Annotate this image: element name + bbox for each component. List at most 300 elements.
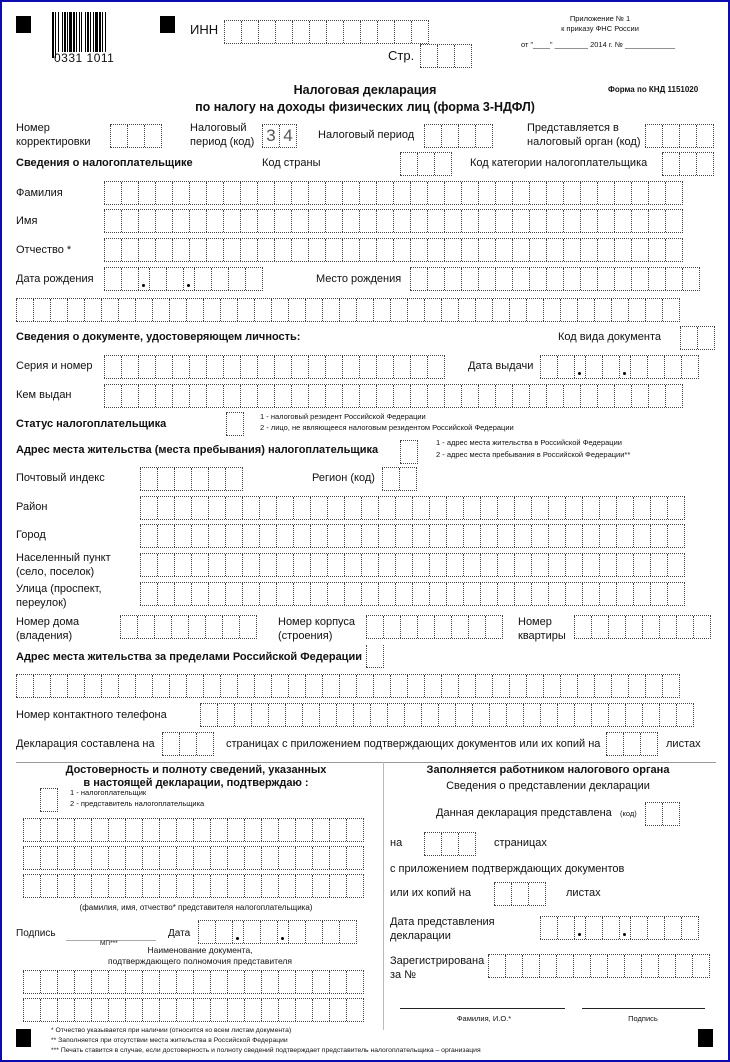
input-cell[interactable] [174, 554, 191, 576]
input-cell[interactable] [531, 525, 548, 547]
input-cell[interactable] [480, 525, 497, 547]
input-cell[interactable] [378, 554, 395, 576]
input-cell[interactable] [540, 917, 557, 939]
category-code-field[interactable] [662, 152, 714, 176]
input-cell[interactable] [667, 583, 684, 605]
input-cell[interactable] [614, 268, 631, 290]
input-cell[interactable] [329, 819, 346, 841]
input-cell[interactable] [254, 299, 271, 321]
input-cell[interactable] [546, 182, 563, 204]
input-cell[interactable] [174, 583, 191, 605]
input-cell[interactable] [378, 583, 395, 605]
input-cell[interactable] [373, 675, 390, 697]
input-cell[interactable] [152, 299, 169, 321]
input-cell[interactable] [189, 239, 206, 261]
input-cell[interactable] [647, 917, 664, 939]
input-cell[interactable] [495, 239, 512, 261]
input-cell[interactable] [322, 299, 339, 321]
input-cell[interactable] [393, 182, 410, 204]
street-field[interactable] [140, 582, 685, 606]
input-cell[interactable] [189, 210, 206, 232]
input-cell[interactable] [227, 971, 244, 993]
input-cell[interactable] [494, 883, 511, 905]
input-cell[interactable] [342, 182, 359, 204]
series-number-field[interactable] [104, 355, 445, 379]
input-cell[interactable] [394, 21, 411, 43]
input-cell[interactable] [400, 153, 417, 175]
input-cell[interactable] [393, 210, 410, 232]
input-cell[interactable] [424, 125, 441, 147]
input-cell[interactable] [360, 21, 377, 43]
input-cell[interactable] [104, 210, 121, 232]
input-cell[interactable] [681, 356, 698, 378]
input-cell[interactable] [261, 999, 278, 1021]
input-cell[interactable] [512, 268, 529, 290]
input-cell[interactable] [697, 327, 714, 349]
input-cell[interactable] [376, 239, 393, 261]
input-cell[interactable] [206, 210, 223, 232]
input-cell[interactable] [648, 385, 665, 407]
input-cell[interactable] [104, 356, 121, 378]
input-cell[interactable] [210, 971, 227, 993]
input-cell[interactable] [563, 385, 580, 407]
name-field[interactable] [104, 209, 683, 233]
input-cell[interactable] [665, 385, 682, 407]
input-cell[interactable] [458, 833, 475, 855]
submission-code-field[interactable] [645, 802, 680, 826]
input-cell[interactable] [489, 704, 506, 726]
input-cell[interactable] [344, 525, 361, 547]
input-cell[interactable] [664, 356, 681, 378]
input-cell[interactable] [189, 356, 206, 378]
input-cell[interactable] [312, 999, 329, 1021]
input-cell[interactable] [108, 847, 125, 869]
input-cell[interactable] [393, 356, 410, 378]
input-cell[interactable] [645, 125, 662, 147]
input-cell[interactable] [295, 875, 312, 897]
input-cell[interactable] [217, 704, 234, 726]
input-cell[interactable] [427, 182, 444, 204]
input-cell[interactable] [485, 616, 502, 638]
input-cell[interactable] [560, 675, 577, 697]
input-cell[interactable] [376, 210, 393, 232]
input-cell[interactable] [597, 210, 614, 232]
input-cell[interactable] [339, 921, 356, 943]
input-cell[interactable] [339, 299, 356, 321]
input-cell[interactable] [497, 583, 514, 605]
input-cell[interactable] [40, 819, 57, 841]
input-cell[interactable] [225, 468, 242, 490]
input-cell[interactable] [220, 675, 237, 697]
input-cell[interactable] [259, 554, 276, 576]
input-cell[interactable] [665, 268, 682, 290]
input-cell[interactable] [244, 971, 261, 993]
input-cell[interactable] [427, 210, 444, 232]
input-cell[interactable] [274, 385, 291, 407]
input-cell[interactable] [455, 704, 472, 726]
input-cell[interactable] [529, 239, 546, 261]
input-cell[interactable] [599, 497, 616, 519]
input-cell[interactable] [528, 883, 545, 905]
input-cell[interactable] [529, 210, 546, 232]
input-cell[interactable] [382, 468, 399, 490]
input-cell[interactable] [633, 525, 650, 547]
input-cell[interactable] [630, 356, 647, 378]
input-cell[interactable] [302, 704, 319, 726]
input-cell[interactable] [667, 497, 684, 519]
input-cell[interactable] [548, 497, 565, 519]
input-cell[interactable] [329, 971, 346, 993]
input-cell[interactable] [353, 704, 370, 726]
input-cell[interactable] [495, 268, 512, 290]
input-cell[interactable] [410, 210, 427, 232]
input-cell[interactable] [359, 385, 376, 407]
input-cell[interactable] [410, 182, 427, 204]
input-cell[interactable] [312, 971, 329, 993]
input-cell[interactable] [118, 299, 135, 321]
input-cell[interactable] [261, 819, 278, 841]
input-cell[interactable] [543, 299, 560, 321]
input-cell[interactable] [108, 999, 125, 1021]
input-cell[interactable] [675, 955, 692, 977]
input-cell[interactable] [478, 210, 495, 232]
input-cell[interactable] [291, 385, 308, 407]
input-cell[interactable] [412, 583, 429, 605]
input-cell[interactable] [223, 385, 240, 407]
input-cell[interactable] [203, 299, 220, 321]
input-cell[interactable] [438, 704, 455, 726]
input-cell[interactable] [155, 210, 172, 232]
input-cell[interactable] [329, 999, 346, 1021]
input-cell[interactable] [400, 616, 417, 638]
input-cell[interactable] [208, 497, 225, 519]
input-cell[interactable] [172, 356, 189, 378]
input-cell[interactable] [227, 999, 244, 1021]
foreign-address-field-2[interactable] [16, 674, 680, 698]
input-cell[interactable] [40, 875, 57, 897]
input-cell[interactable] [23, 819, 40, 841]
input-cell[interactable] [342, 239, 359, 261]
input-cell[interactable] [285, 704, 302, 726]
input-cell[interactable] [580, 210, 597, 232]
input-cell[interactable] [278, 999, 295, 1021]
input-cell[interactable] [144, 125, 161, 147]
input-cell[interactable] [434, 616, 451, 638]
input-cell[interactable] [176, 819, 193, 841]
input-cell[interactable] [274, 356, 291, 378]
input-cell[interactable] [461, 385, 478, 407]
input-cell[interactable] [529, 268, 546, 290]
input-cell[interactable] [444, 182, 461, 204]
input-cell[interactable] [608, 616, 625, 638]
input-cell[interactable] [531, 497, 548, 519]
input-cell[interactable] [159, 819, 176, 841]
input-cell[interactable] [138, 385, 155, 407]
input-cell[interactable] [227, 875, 244, 897]
input-cell[interactable] [446, 583, 463, 605]
input-cell[interactable] [291, 210, 308, 232]
input-cell[interactable] [174, 525, 191, 547]
input-cell[interactable] [565, 525, 582, 547]
input-cell[interactable] [548, 554, 565, 576]
input-cell[interactable] [361, 525, 378, 547]
input-cell[interactable] [444, 210, 461, 232]
input-cell[interactable] [210, 875, 227, 897]
input-cell[interactable] [427, 268, 444, 290]
input-cell[interactable] [121, 356, 138, 378]
input-cell[interactable] [582, 525, 599, 547]
input-cell[interactable] [254, 675, 271, 697]
input-cell[interactable] [599, 554, 616, 576]
input-cell[interactable] [546, 385, 563, 407]
input-cell[interactable] [276, 497, 293, 519]
input-cell[interactable] [400, 441, 417, 463]
input-cell[interactable] [563, 268, 580, 290]
input-cell[interactable] [225, 583, 242, 605]
input-cell[interactable] [225, 525, 242, 547]
input-cell[interactable] [412, 525, 429, 547]
input-cell[interactable] [580, 182, 597, 204]
input-cell[interactable] [599, 525, 616, 547]
input-cell[interactable] [208, 554, 225, 576]
input-cell[interactable] [40, 971, 57, 993]
input-cell[interactable] [104, 239, 121, 261]
input-cell[interactable] [159, 847, 176, 869]
input-cell[interactable] [441, 299, 458, 321]
input-cell[interactable] [228, 268, 245, 290]
input-cell[interactable] [226, 413, 243, 435]
input-cell[interactable] [223, 239, 240, 261]
input-cell[interactable] [607, 955, 624, 977]
input-cell[interactable] [91, 819, 108, 841]
input-cell[interactable] [271, 675, 288, 697]
input-cell[interactable] [176, 875, 193, 897]
input-cell[interactable] [585, 356, 602, 378]
input-cell[interactable] [23, 847, 40, 869]
input-cell[interactable] [108, 875, 125, 897]
input-cell[interactable] [625, 704, 642, 726]
input-cell[interactable] [57, 847, 74, 869]
input-cell[interactable] [166, 268, 183, 290]
input-cell[interactable] [377, 21, 394, 43]
input-cell[interactable] [121, 239, 138, 261]
input-cell[interactable] [295, 847, 312, 869]
input-cell[interactable] [582, 497, 599, 519]
input-cell[interactable] [511, 883, 528, 905]
input-cell[interactable] [429, 497, 446, 519]
surname-field[interactable] [104, 181, 683, 205]
input-cell[interactable] [227, 847, 244, 869]
input-cell[interactable] [205, 616, 222, 638]
input-cell[interactable] [509, 299, 526, 321]
page-number-field[interactable] [420, 44, 472, 68]
input-cell[interactable] [208, 583, 225, 605]
input-cell[interactable] [257, 356, 274, 378]
input-cell[interactable] [84, 675, 101, 697]
input-cell[interactable] [582, 554, 599, 576]
input-cell[interactable] [210, 999, 227, 1021]
input-cell[interactable] [614, 239, 631, 261]
input-cell[interactable] [57, 819, 74, 841]
input-cell[interactable] [387, 704, 404, 726]
input-cell[interactable] [492, 675, 509, 697]
input-cell[interactable] [642, 704, 659, 726]
input-cell[interactable] [602, 917, 619, 939]
input-cell[interactable] [556, 955, 573, 977]
doc-type-field[interactable] [680, 326, 715, 350]
input-cell[interactable] [563, 239, 580, 261]
input-cell[interactable] [278, 875, 295, 897]
input-cell[interactable] [441, 833, 458, 855]
input-cell[interactable] [378, 525, 395, 547]
input-cell[interactable] [237, 675, 254, 697]
input-cell[interactable] [395, 554, 412, 576]
input-cell[interactable] [424, 299, 441, 321]
input-cell[interactable] [271, 299, 288, 321]
input-cell[interactable] [480, 583, 497, 605]
input-cell[interactable] [176, 999, 193, 1021]
input-cell[interactable] [203, 675, 220, 697]
input-cell[interactable] [497, 525, 514, 547]
input-cell[interactable] [693, 616, 710, 638]
input-cell[interactable] [325, 182, 342, 204]
input-cell[interactable] [616, 525, 633, 547]
input-cell[interactable] [310, 554, 327, 576]
input-cell[interactable] [40, 999, 57, 1021]
input-cell[interactable] [597, 182, 614, 204]
input-cell[interactable] [359, 356, 376, 378]
input-cell[interactable] [108, 971, 125, 993]
input-cell[interactable] [327, 583, 344, 605]
flat-field[interactable] [574, 615, 711, 639]
input-cell[interactable] [407, 299, 424, 321]
input-cell[interactable] [40, 789, 57, 811]
input-cell[interactable] [155, 356, 172, 378]
input-cell[interactable] [259, 525, 276, 547]
input-cell[interactable] [614, 182, 631, 204]
input-cell[interactable] [531, 583, 548, 605]
phone-field[interactable] [200, 703, 694, 727]
input-cell[interactable] [679, 125, 696, 147]
input-cell[interactable] [172, 182, 189, 204]
input-cell[interactable] [125, 847, 142, 869]
input-cell[interactable] [658, 955, 675, 977]
input-cell[interactable] [505, 955, 522, 977]
input-cell[interactable] [446, 525, 463, 547]
input-cell[interactable] [312, 875, 329, 897]
input-cell[interactable] [276, 554, 293, 576]
input-cell[interactable] [344, 583, 361, 605]
input-cell[interactable] [325, 385, 342, 407]
input-cell[interactable] [322, 921, 339, 943]
input-cell[interactable] [50, 299, 67, 321]
input-cell[interactable] [121, 210, 138, 232]
input-cell[interactable] [222, 616, 239, 638]
input-cell[interactable] [631, 182, 648, 204]
input-cell[interactable] [157, 468, 174, 490]
input-cell[interactable] [322, 675, 339, 697]
input-cell[interactable] [155, 182, 172, 204]
input-cell[interactable] [662, 153, 679, 175]
input-cell[interactable] [206, 356, 223, 378]
input-cell[interactable] [543, 675, 560, 697]
input-cell[interactable] [662, 675, 679, 697]
input-cell[interactable] [514, 554, 531, 576]
input-cell[interactable] [412, 497, 429, 519]
input-cell[interactable] [645, 675, 662, 697]
input-cell[interactable] [125, 999, 142, 1021]
input-cell[interactable] [91, 875, 108, 897]
patronymic-field[interactable] [104, 238, 683, 262]
input-cell[interactable] [91, 999, 108, 1021]
input-cell[interactable] [240, 182, 257, 204]
input-cell[interactable] [225, 554, 242, 576]
input-cell[interactable] [179, 733, 196, 755]
input-cell[interactable] [665, 210, 682, 232]
input-cell[interactable] [84, 299, 101, 321]
input-cell[interactable] [157, 554, 174, 576]
input-cell[interactable] [682, 268, 699, 290]
input-cell[interactable] [74, 819, 91, 841]
input-cell[interactable] [40, 847, 57, 869]
input-cell[interactable] [91, 847, 108, 869]
input-cell[interactable] [478, 182, 495, 204]
input-cell[interactable] [140, 468, 157, 490]
input-cell[interactable] [514, 497, 531, 519]
authority-code-field[interactable] [645, 124, 714, 148]
input-cell[interactable] [393, 385, 410, 407]
input-cell[interactable] [223, 210, 240, 232]
input-cell[interactable] [599, 583, 616, 605]
input-cell[interactable] [308, 385, 325, 407]
input-cell[interactable] [215, 921, 232, 943]
input-cell[interactable] [548, 525, 565, 547]
input-cell[interactable] [404, 704, 421, 726]
input-cell[interactable] [395, 497, 412, 519]
input-cell[interactable] [676, 616, 693, 638]
input-cell[interactable] [223, 356, 240, 378]
input-cell[interactable] [631, 385, 648, 407]
input-cell[interactable] [194, 268, 211, 290]
input-cell[interactable] [159, 999, 176, 1021]
input-cell[interactable] [356, 299, 373, 321]
input-cell[interactable] [169, 299, 186, 321]
input-cell[interactable] [641, 955, 658, 977]
input-cell[interactable] [648, 182, 665, 204]
input-cell[interactable] [529, 182, 546, 204]
input-cell[interactable] [434, 153, 451, 175]
input-cell[interactable] [154, 616, 171, 638]
input-cell[interactable] [573, 955, 590, 977]
input-cell[interactable] [692, 955, 709, 977]
input-cell[interactable] [208, 468, 225, 490]
input-cell[interactable] [580, 239, 597, 261]
input-cell[interactable] [497, 497, 514, 519]
input-cell[interactable] [679, 153, 696, 175]
input-cell[interactable] [237, 299, 254, 321]
input-cell[interactable] [407, 675, 424, 697]
office-sheets-field[interactable] [494, 882, 546, 906]
input-cell[interactable] [240, 356, 257, 378]
input-cell[interactable] [463, 554, 480, 576]
input-cell[interactable] [606, 733, 623, 755]
input-cell[interactable] [366, 645, 383, 667]
input-cell[interactable] [240, 385, 257, 407]
input-cell[interactable] [138, 182, 155, 204]
input-cell[interactable] [461, 182, 478, 204]
input-cell[interactable] [274, 210, 291, 232]
input-cell[interactable] [633, 497, 650, 519]
